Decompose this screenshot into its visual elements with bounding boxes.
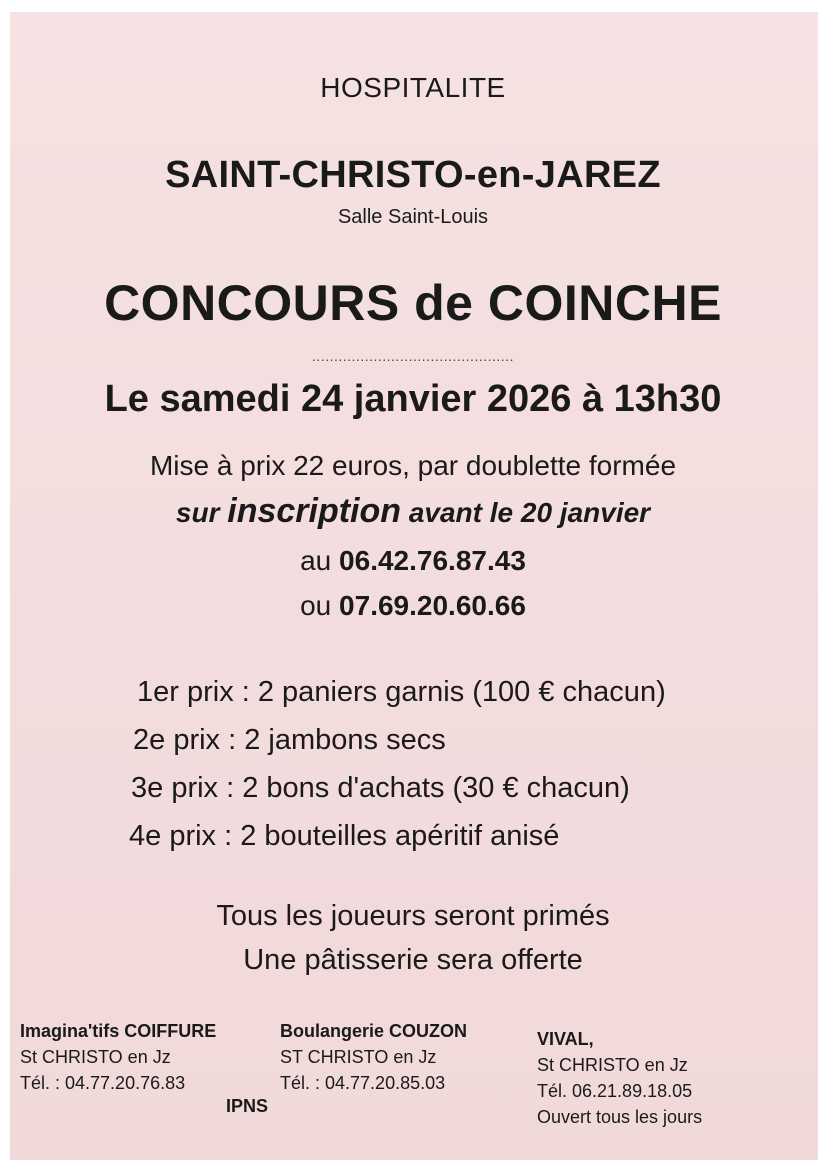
registration-notice xyxy=(0,492,826,531)
prize-item: 2e prix : 2 jambons secs xyxy=(133,724,446,756)
phone-line-2 xyxy=(0,590,826,622)
phone-number: 06.42.76.87.43 xyxy=(339,545,526,576)
venue-subtitle: Salle Saint-Louis xyxy=(337,206,489,228)
closing-line-1: Tous les joueurs seront primés xyxy=(216,900,610,932)
phone-number: 07.69.20.60.66 xyxy=(339,590,526,621)
prize-item: 3e prix : 2 bons d'achats (30 € chacun) xyxy=(131,772,630,804)
registration-keyword: inscription xyxy=(227,492,402,530)
phone-line-1 xyxy=(0,545,826,577)
sponsor-block xyxy=(537,1026,702,1130)
entry-fee: Mise à prix 22 euros, par doublette formée xyxy=(149,450,677,481)
phone-prefix: ou xyxy=(300,590,340,621)
sponsor-address: St CHRISTO en Jz xyxy=(537,1055,688,1075)
sponsor-block xyxy=(280,1018,467,1096)
sponsor-name: VIVAL, xyxy=(537,1029,594,1049)
sponsor-address: St CHRISTO en Jz xyxy=(20,1047,171,1067)
sponsor-block xyxy=(20,1018,216,1096)
phone-prefix: au xyxy=(300,545,340,576)
closing-line-2: Une pâtisserie sera offerte xyxy=(243,944,583,976)
sponsor-name: Imagina'tifs COIFFURE xyxy=(20,1021,217,1041)
sponsor-hours: Ouvert tous les jours xyxy=(537,1107,703,1127)
ipns-mark: IPNS xyxy=(226,1096,269,1116)
town-title: SAINT-CHRISTO-en-JAREZ xyxy=(165,154,661,196)
event-date: Le samedi 24 janvier 2026 à 13h30 xyxy=(104,378,722,420)
sponsor-name: Boulangerie COUZON xyxy=(280,1021,468,1041)
sponsor-address: ST CHRISTO en Jz xyxy=(280,1047,437,1067)
dotted-separator: .............................................. xyxy=(312,348,514,364)
registration-suffix: avant le 20 janvier xyxy=(401,497,651,528)
organizer-heading: HOSPITALITE xyxy=(320,72,506,103)
sponsor-phone: Tél. : 04.77.20.76.83 xyxy=(20,1073,186,1093)
event-title: CONCOURS de COINCHE xyxy=(104,275,722,331)
registration-prefix: sur xyxy=(175,497,228,528)
prize-item: 1er prix : 2 paniers garnis (100 € chacun) xyxy=(137,676,666,708)
sponsor-phone: Tél. 06.21.89.18.05 xyxy=(537,1081,693,1101)
prize-item: 4e prix : 2 bouteilles apéritif anisé xyxy=(129,820,560,852)
sponsor-phone: Tél. : 04.77.20.85.03 xyxy=(280,1073,446,1093)
